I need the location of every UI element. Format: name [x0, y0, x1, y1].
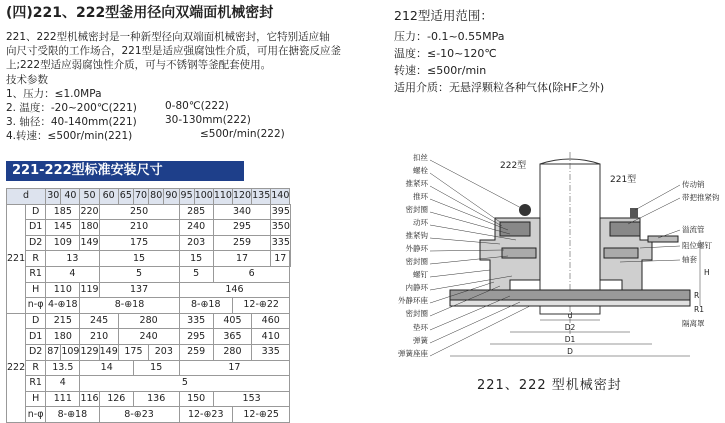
table-row-label: D: [26, 204, 46, 220]
table-cell: 110: [46, 282, 80, 298]
table-row-label: D2: [26, 344, 46, 360]
page-title: (四)221、222型釜用径向双端面机械密封: [6, 5, 274, 21]
table-cell: 335: [252, 344, 290, 360]
table-cell: 259: [179, 344, 213, 360]
table-row-label: n-φ: [26, 298, 46, 314]
intro-line: 向尺寸受限的工作场合，221型是适应强腐蚀性介质，可用在搪瓷反应釜: [6, 45, 342, 57]
table-cell: 175: [118, 344, 148, 360]
table-row: [7, 282, 291, 298]
table-cell: 180: [80, 220, 99, 236]
table-cell: 350: [271, 220, 291, 236]
table-row-label: D2: [26, 235, 46, 251]
vessel-flange: [450, 290, 690, 300]
diagram-label: 推紧环: [405, 179, 428, 188]
table-row-label: n-φ: [26, 407, 46, 423]
table-row: [7, 407, 291, 423]
table-row: [7, 391, 291, 407]
table-header-cell: 50: [80, 189, 99, 205]
diagram-label: 扣丝: [413, 153, 428, 162]
table-cell: 340: [213, 204, 270, 220]
table-cell: 295: [213, 220, 270, 236]
table-cell: 13.5: [46, 360, 80, 376]
tech-temp: 2. 温度：-20~200℃(221): [6, 102, 137, 114]
intro-line: 上;222型适应弱腐蚀性介质，可与不锈钢等釜配套使用。: [6, 59, 272, 71]
table-cell: 12-⊕22: [232, 298, 289, 314]
model-221-label: 221型: [610, 175, 637, 185]
diagram-label: 内静环: [405, 283, 428, 292]
table-model-cell: 222: [7, 313, 26, 422]
dim-d2: D2: [564, 323, 576, 332]
table-row-label: R1: [26, 376, 46, 392]
table-cell: 12-⊕25: [232, 407, 289, 423]
table-header-cell: 120: [232, 189, 251, 205]
tech-temp-222: 0-80℃(222): [165, 100, 229, 112]
tech-pressure: 1、压力：≤1.0MPa: [6, 88, 102, 100]
range-212-temp: 温度：≤-10~120℃: [394, 47, 497, 60]
table-cell: 180: [46, 329, 80, 345]
table-cell: [290, 251, 291, 267]
table-cell: 87: [46, 344, 61, 360]
tech-speed: 4.转速：≤500r/min(221): [6, 130, 133, 142]
table-row-label: R: [26, 360, 46, 376]
table-cell: 8-⊕23: [99, 407, 179, 423]
tech-shaft: 3. 轴径：40-140mm(221): [6, 116, 137, 128]
table-header-cell: 140: [271, 189, 290, 205]
diagram-label: 动环: [413, 218, 428, 227]
diagram-label: 溢流管: [682, 225, 705, 234]
diagram-label: 阻位螺钉: [682, 241, 712, 250]
table-cell: 150: [179, 391, 213, 407]
table-row: [7, 220, 291, 236]
table-cell: 5: [179, 266, 213, 282]
table-cell: 240: [118, 329, 179, 345]
table-row: [7, 376, 291, 392]
spec-table: [6, 188, 291, 423]
table-cell: 17: [213, 251, 270, 267]
diagram-label: 轴套: [682, 255, 697, 264]
table-cell: 285: [179, 204, 213, 220]
range-212-pressure: 压力：-0.1~0.55MPa: [394, 30, 505, 43]
table-cell: 220: [80, 204, 99, 220]
table-row: [7, 298, 291, 314]
range-212-speed: 转速：≤500r/min: [394, 64, 487, 77]
table-cell: 145: [46, 220, 80, 236]
diagram-label: 螺栓: [413, 166, 428, 175]
table-cell: 17: [179, 360, 290, 376]
diagram-label: 密封圈: [405, 257, 428, 266]
table-cell: 245: [80, 313, 118, 329]
table-header-cell: 40: [61, 189, 80, 205]
table-row: [7, 344, 291, 360]
table-cell: 175: [99, 235, 179, 251]
dim-H: H: [704, 268, 710, 277]
table-cell: 12-⊕23: [179, 407, 232, 423]
table-cell: 5: [99, 266, 179, 282]
intro-line: 221、222型机械密封是一种新型径向双端面机械密封，它特别适应轴: [6, 31, 330, 43]
table-cell: 17: [271, 251, 290, 267]
table-cell: 5: [80, 376, 290, 392]
table-cell: 126: [99, 391, 133, 407]
diagram-label: 推环: [413, 192, 428, 201]
diagram-label: 带把推紧钩: [682, 193, 720, 202]
table-row: [7, 266, 291, 282]
table-cell: 295: [179, 329, 213, 345]
table-cell: 335: [271, 235, 291, 251]
table-cell: 410: [252, 329, 290, 345]
table-header-cell: 30: [46, 189, 61, 205]
table-row: [7, 360, 291, 376]
table-cell: 8-⊕18: [46, 407, 99, 423]
table-header-cell: 80: [149, 189, 164, 205]
table-row-label: H: [26, 282, 46, 298]
table-cell: 15: [99, 251, 179, 267]
diagram-label: 密封圈: [405, 309, 428, 318]
dim-d: d: [567, 311, 573, 320]
range-212-medium: 适用介质：无悬浮颗粒各种气体(除HF之外): [394, 81, 605, 94]
table-cell: 4: [46, 376, 80, 392]
diagram-label: 外静环: [405, 244, 428, 253]
range-212-title: 212型适用范围：: [394, 8, 493, 23]
table-cell: 4: [46, 266, 99, 282]
dim-R1: R1: [694, 305, 704, 314]
table-cell: 15: [179, 251, 213, 267]
table-cell: 111: [46, 391, 80, 407]
table-row: [7, 235, 291, 251]
table-header-cell: 70: [133, 189, 148, 205]
table-cell: 14: [80, 360, 133, 376]
table-cell: 280: [213, 344, 251, 360]
table-cell: 210: [80, 329, 118, 345]
table-cell: 149: [99, 344, 118, 360]
table-cell: 185: [46, 204, 80, 220]
table-row: [7, 204, 291, 220]
diagram-label: 弹簧座座: [398, 349, 428, 358]
table-cell: 240: [179, 220, 213, 236]
diagram-label: 密封圈: [405, 205, 428, 214]
table-cell: 149: [80, 235, 99, 251]
table-row-label: D: [26, 313, 46, 329]
table-cell: 15: [133, 360, 179, 376]
table-cell: 129: [80, 344, 99, 360]
table-cell: 119: [80, 282, 99, 298]
table-cell: 4-⊕18: [46, 298, 80, 314]
table-cell: 365: [213, 329, 251, 345]
table-cell: 146: [179, 282, 290, 298]
diagram-label: 弹簧: [413, 336, 428, 345]
table-header-cell: 65: [118, 189, 133, 205]
table-cell: 8-⊕18: [179, 298, 232, 314]
dim-D: D: [567, 347, 573, 356]
table-header-cell: 95: [179, 189, 194, 205]
tech-speed-222: ≤500r/min(222): [200, 128, 285, 140]
table-cell: 8-⊕18: [80, 298, 179, 314]
tech-shaft-222: 30-130mm(222): [165, 114, 251, 126]
table-row: [7, 251, 291, 267]
table-cell: 259: [213, 235, 270, 251]
diagram-label: 传动销: [682, 180, 705, 189]
table-cell: 210: [99, 220, 179, 236]
table-header-cell: 135: [252, 189, 271, 205]
table-cell: 13: [46, 251, 99, 267]
table-row-label: H: [26, 391, 46, 407]
table-header-cell: 90: [164, 189, 179, 205]
tech-heading: 技术参数: [6, 74, 48, 86]
table-cell: 137: [99, 282, 179, 298]
table-header-cell: 110: [213, 189, 232, 205]
table-header-row: [7, 189, 291, 205]
diagram-label: 螺钉: [413, 270, 428, 279]
flange-label: 隔离罩: [682, 319, 705, 328]
table-cell: 460: [252, 313, 290, 329]
table-row-label: D1: [26, 220, 46, 236]
dim-d1: D1: [564, 335, 576, 344]
intro-paragraph: [6, 30, 391, 72]
table-row: [7, 313, 291, 329]
table-cell: 153: [213, 391, 290, 407]
table-banner: 221-222型标准安装尺寸: [6, 161, 244, 181]
table-header-cell: 60: [99, 189, 118, 205]
table-header-d: d: [7, 189, 46, 205]
table-row-label: R: [26, 251, 46, 267]
table-cell: 109: [46, 235, 80, 251]
table-cell: 6: [213, 266, 290, 282]
diagram-label: 外静环座: [398, 296, 428, 305]
table-row-label: R1: [26, 266, 46, 282]
table-cell: 405: [213, 313, 251, 329]
table-row: [7, 329, 291, 345]
dim-R: R: [694, 291, 700, 300]
table-cell: 116: [80, 391, 99, 407]
diagram-caption: 221、222 型机械密封: [477, 378, 622, 393]
table-header-cell: 100: [194, 189, 213, 205]
table-model-cell: 221: [7, 204, 26, 313]
table-cell: 203: [149, 344, 179, 360]
diagram-label: 垫环: [413, 323, 428, 332]
table-cell: 335: [179, 313, 213, 329]
seal-diagram: [390, 130, 725, 370]
table-cell: 215: [46, 313, 80, 329]
table-row-label: D1: [26, 329, 46, 345]
model-222-label: 222型: [500, 161, 527, 171]
table-cell: 280: [118, 313, 179, 329]
table-cell: 203: [179, 235, 213, 251]
table-cell: 395: [271, 204, 291, 220]
diagram-label: 推紧钩: [405, 231, 428, 240]
table-cell: 136: [133, 391, 179, 407]
table-cell: 250: [99, 204, 179, 220]
table-cell: 109: [61, 344, 80, 360]
